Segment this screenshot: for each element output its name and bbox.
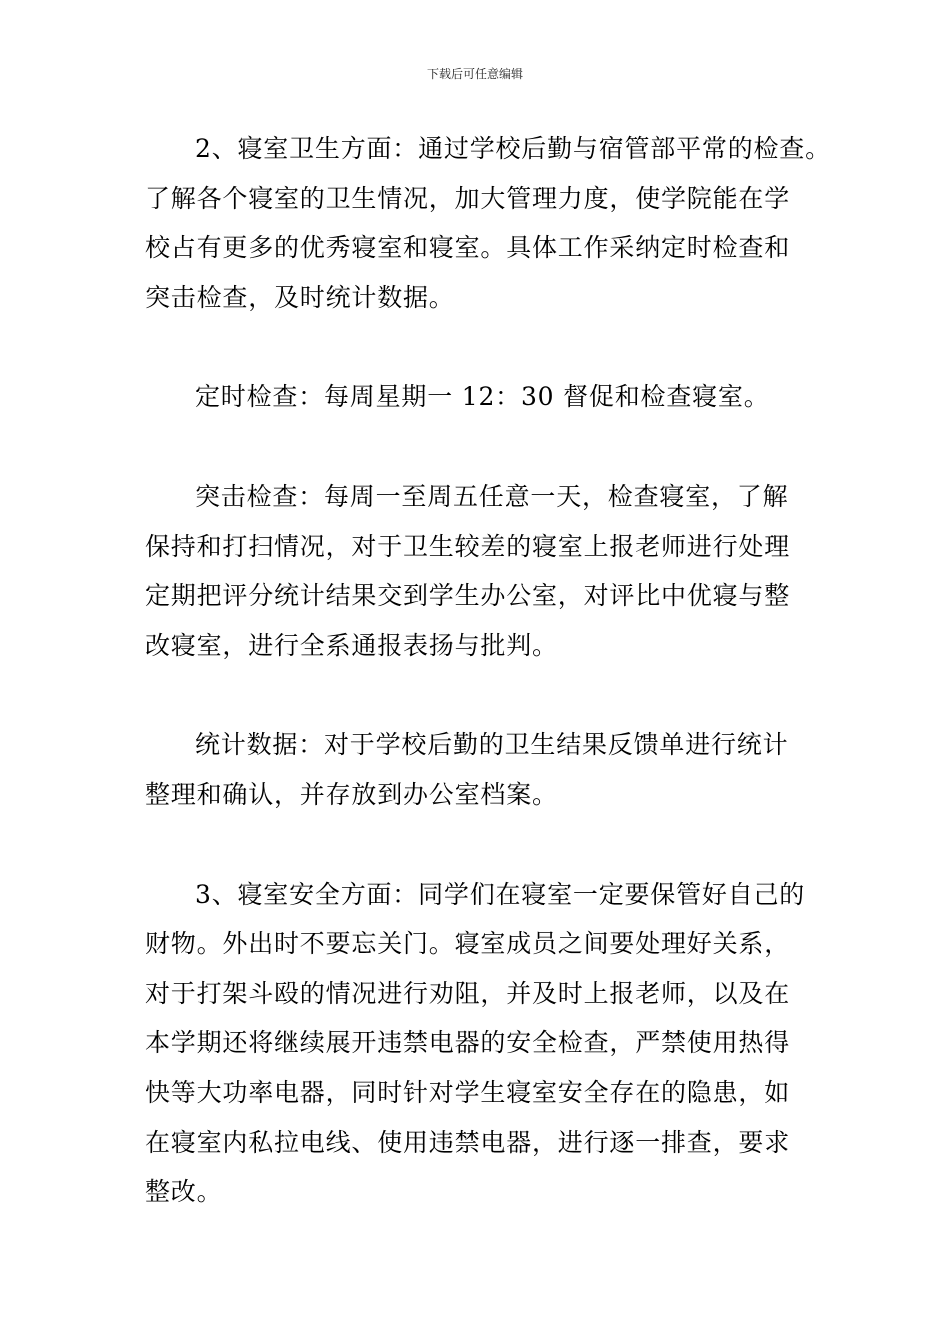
text-line: 了解各个寝室的卫生情况，加大管理力度，使学院能在学 [145, 183, 791, 213]
text-line: 统计数据：对于学校后勤的卫生结果反馈单进行统计 [195, 730, 789, 760]
document-body [145, 124, 831, 1217]
page-header: 下载后可任意编辑 [426, 67, 523, 81]
text-line: 定期把评分统计结果交到学生办公室，对评比中优寝与整 [145, 581, 791, 611]
text-line: 对于打架斗殴的情况进行劝阻，并及时上报老师，以及在 [145, 978, 791, 1008]
text-line: 2、寝室卫生方面：通过学校后勤与宿管部平常的检查。 [195, 134, 831, 163]
text-line: 本学期还将继续展开违禁电器的安全检查，严禁使用热得 [145, 1028, 791, 1058]
text-line: 3、寝室安全方面：同学们在寝室一定要保管好自己的 [195, 879, 806, 909]
text-line: 保持和打扫情况，对于卫生较差的寝室上报老师进行处理 [145, 531, 791, 561]
text-line: 财物。外出时不要忘关门。寝室成员之间要处理好关系， [145, 929, 791, 959]
paragraph-scheduled-check [145, 372, 815, 422]
text-line: 整改。 [145, 1177, 223, 1207]
paragraph-dorm-hygiene [145, 124, 831, 322]
text-line: 校占有更多的优秀寝室和寝室。具体工作采纳定时检查和 [145, 233, 791, 263]
text-line: 定时检查：每周星期一 12：30 督促和检查寝室。 [195, 382, 770, 412]
paragraph-statistics [145, 720, 815, 819]
text-line: 改寝室，进行全系通报表扬与批判。 [145, 630, 558, 660]
text-line: 在寝室内私拉电线、使用违禁电器，进行逐一排查，要求 [145, 1127, 791, 1157]
text-line: 突击检查，及时统计数据。 [145, 282, 455, 312]
text-line: 快等大功率电器，同时针对学生寝室安全存在的隐患，如 [145, 1077, 791, 1107]
paragraph-surprise-check [145, 472, 815, 670]
paragraph-dorm-safety [145, 870, 815, 1217]
text-line: 整理和确认，并存放到办公室档案。 [145, 779, 558, 809]
text-line: 突击检查：每周一至周五任意一天，检查寝室，了解 [195, 481, 789, 511]
